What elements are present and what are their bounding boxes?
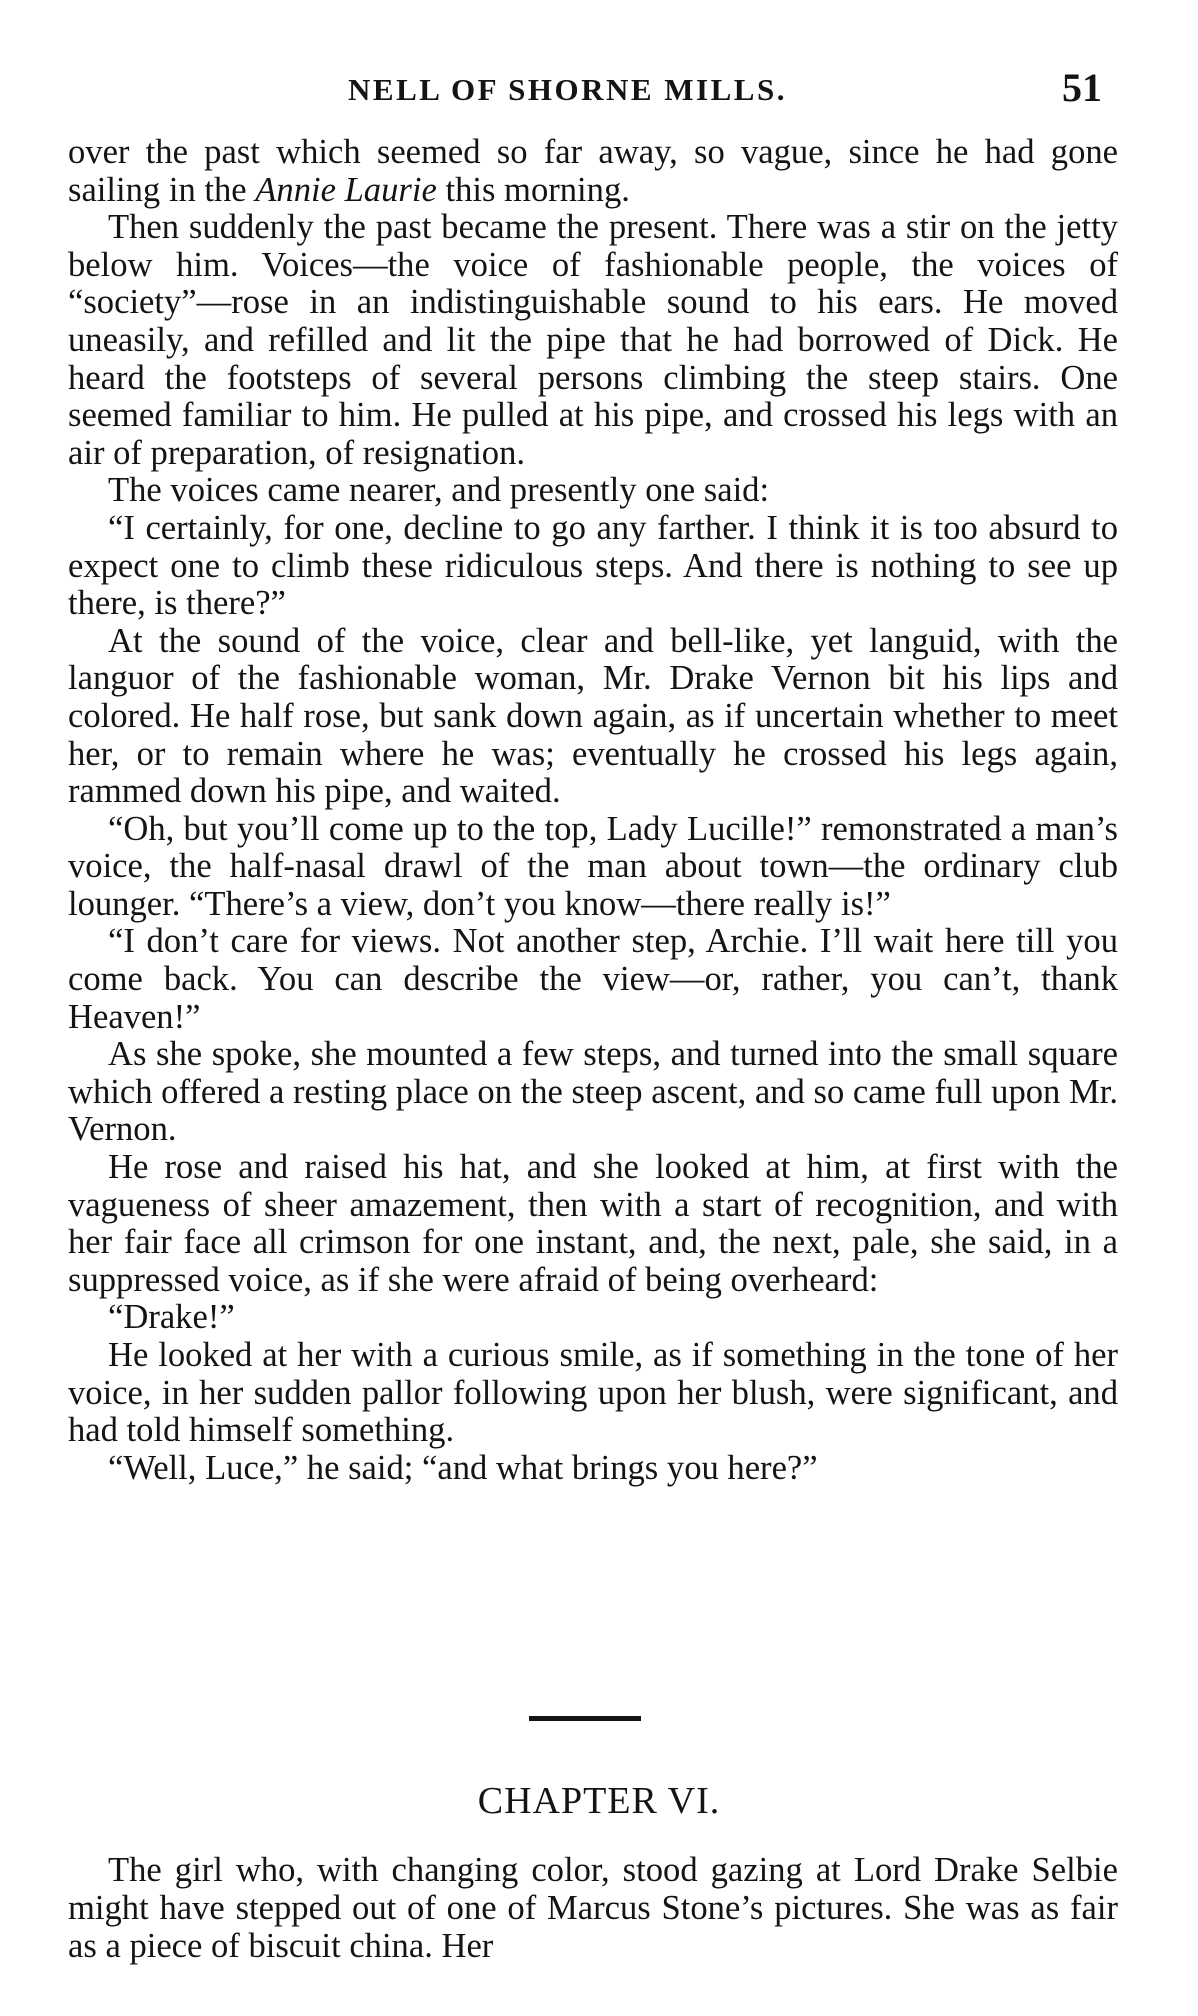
paragraph: “I don’t care for views. Not another step, Archie. I’ll wait here till you come back. You can describe the view—or, rather, you can’t, thank Heaven!” — [68, 922, 1118, 1036]
paragraph — [68, 134, 1118, 209]
paragraph-text: this morning. — [436, 170, 630, 209]
running-title: NELL OF SHORNE MILLS. — [348, 72, 787, 107]
paragraph: He rose and raised his hat, and she looked at him, at first with the vagueness of sheer amazement, then with a start of recognition, and with her fair face all crimson for one instant, and, the next, pale, she said, in a suppressed voice, as if she were afraid of being overheard: — [68, 1148, 1118, 1299]
paragraph-text: over the past which seemed so far away, so vague, since he had gone sailing in the — [68, 133, 1118, 209]
chapter-heading: CHAPTER VI. — [477, 1780, 721, 1822]
ship-name: Annie Laurie — [255, 170, 437, 209]
chapter-text — [68, 1851, 1118, 1965]
paragraph: At the sound of the voice, clear and bell-like, yet languid, with the languor of the fashionable woman, Mr. Drake Vernon bit his lips and colored. He half rose, but sank down again, as if uncertain whether to meet her, or to remain where he was; eventually he crossed his legs again, rammed down his pipe, and waited. — [68, 621, 1118, 811]
running-header — [0, 58, 1198, 108]
body-text — [68, 134, 1118, 1487]
paragraph: The girl who, with changing color, stood gazing at Lord Drake Selbie might have stepped out of one of Marcus Stone’s pictures. She was as fair as a piece of biscuit china. Her — [68, 1851, 1118, 1965]
paragraph: As she spoke, she mounted a few steps, and turned into the small square which offered a resting place on the steep ascent, and so came full upon Mr. Vernon. — [68, 1035, 1118, 1149]
paragraph: The voices came nearer, and presently one said: — [108, 471, 770, 510]
page-number: 51 — [1062, 65, 1102, 110]
section-divider — [529, 1716, 641, 1721]
paragraph: He looked at her with a curious smile, as if something in the tone of her voice, in her sudden pallor following upon her blush, were significant, and had told himself something. — [68, 1336, 1118, 1450]
paragraph: “Drake!” — [108, 1298, 235, 1337]
paragraph: “I certainly, for one, decline to go any farther. I think it is too absurd to expect one to climb these ridiculous steps. And there is nothing to see up there, is there?” — [68, 508, 1118, 623]
paragraph: “Well, Luce,” he said; “and what brings you here?” — [108, 1448, 818, 1487]
paragraph: Then suddenly the past became the present. There was a stir on the jetty below him. Voices—the voice of fashionable people, the voices of “society”—rose in an indistinguishable sound to his ears. He moved uneasily, and refilled and lit the pipe that he had borrowed of Dick. He heard the footsteps of several persons climbing the steep stairs. One seemed familiar to him. He pulled at his pipe, and crossed his legs with an air of preparation, of resignation. — [68, 208, 1118, 472]
paragraph: “Oh, but you’ll come up to the top, Lady Lucille!” remonstrated a man’s voice, the half-nasal drawl of the man about town—the ordinary club lounger. “There’s a view, don’t you know—there really is!” — [68, 809, 1118, 923]
